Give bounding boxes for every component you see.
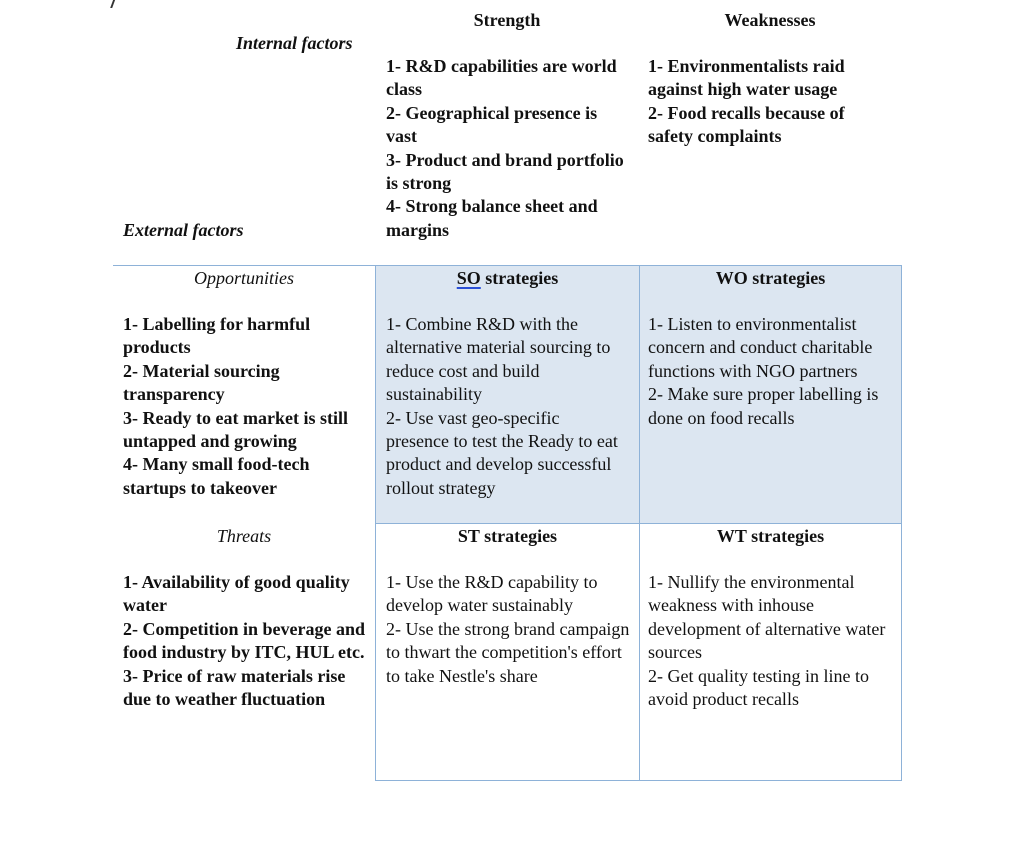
weaknesses-header: Weaknesses	[724, 10, 816, 30]
so-abbrev: SO	[456, 268, 481, 288]
list-item: 2- Material sourcing transparency	[123, 360, 280, 405]
list-item: 3- Product and brand portfolio is strong	[386, 149, 624, 194]
st-strategies-list	[386, 571, 631, 688]
wo-strategies-list	[648, 313, 893, 430]
list-item: 2- Get quality testing in line to avoid product recalls	[648, 665, 869, 710]
opportunities-list	[123, 313, 368, 500]
list-item: 2- Food recalls because of safety complaints	[648, 102, 845, 147]
list-item: 1- Labelling for harmful products	[123, 314, 311, 358]
list-item: 1- R&D capabilities are world class	[386, 56, 617, 100]
list-item: 1- Availability of good quality water	[123, 572, 350, 616]
list-item: 4- Strong balance sheet and margins	[386, 196, 598, 240]
so-strategies-title	[376, 267, 639, 289]
grid-line-center	[639, 265, 640, 781]
internal-factors-label: Internal factors	[236, 33, 353, 53]
wt-strategies-list	[648, 571, 893, 711]
edge-mark	[110, 0, 116, 8]
list-item: 2- Use vast geo-specific presence to test the Ready to eat product and develop successful rollout strategy	[386, 407, 618, 498]
list-item: 1- Nullify the environmental weakness with inhouse development of alternative water sources	[648, 572, 886, 663]
list-item: 2- Competition in beverage and food industry by ITC, HUL etc.	[123, 618, 365, 663]
grid-line-left	[375, 265, 376, 781]
opportunities-title: Opportunities	[193, 268, 294, 288]
strength-header: Strength	[473, 10, 541, 30]
list-item: 4- Many small food-tech startups to takeover	[123, 454, 310, 498]
list-item: 2- Make sure proper labelling is done on food recalls	[648, 384, 879, 428]
list-item: 1- Combine R&D with the alternative material sourcing to reduce cost and build sustainability	[386, 314, 611, 405]
st-strategies-title: ST strategies	[457, 526, 558, 546]
strengths-list	[386, 55, 631, 242]
wt-strategies-title: WT strategies	[716, 526, 825, 546]
grid-line-top	[113, 265, 902, 266]
list-item: 3- Ready to eat market is still untapped and growing	[123, 407, 348, 452]
list-item: 3- Price of raw materials rise due to weather fluctuation	[123, 665, 346, 710]
list-item: 1- Environmentalists raid against high water usage	[648, 56, 845, 100]
threats-title: Threats	[216, 526, 272, 546]
so-title-suffix: strategies	[480, 268, 559, 288]
list-item: 1- Use the R&D capability to develop water sustainably	[386, 572, 598, 616]
grid-line-right	[901, 265, 902, 781]
so-strategies-list	[386, 313, 626, 500]
weaknesses-list	[648, 55, 893, 149]
list-item: 1- Listen to environmentalist concern and conduct charitable functions with NGO partners	[648, 314, 873, 381]
external-factors-label: External factors	[123, 220, 244, 240]
list-item: 2- Use the strong brand campaign to thwart the competition's effort to take Nestle's share	[386, 618, 630, 686]
wo-strategies-title: WO strategies	[715, 268, 826, 288]
list-item: 2- Geographical presence is vast	[386, 102, 598, 147]
threats-list	[123, 571, 368, 711]
